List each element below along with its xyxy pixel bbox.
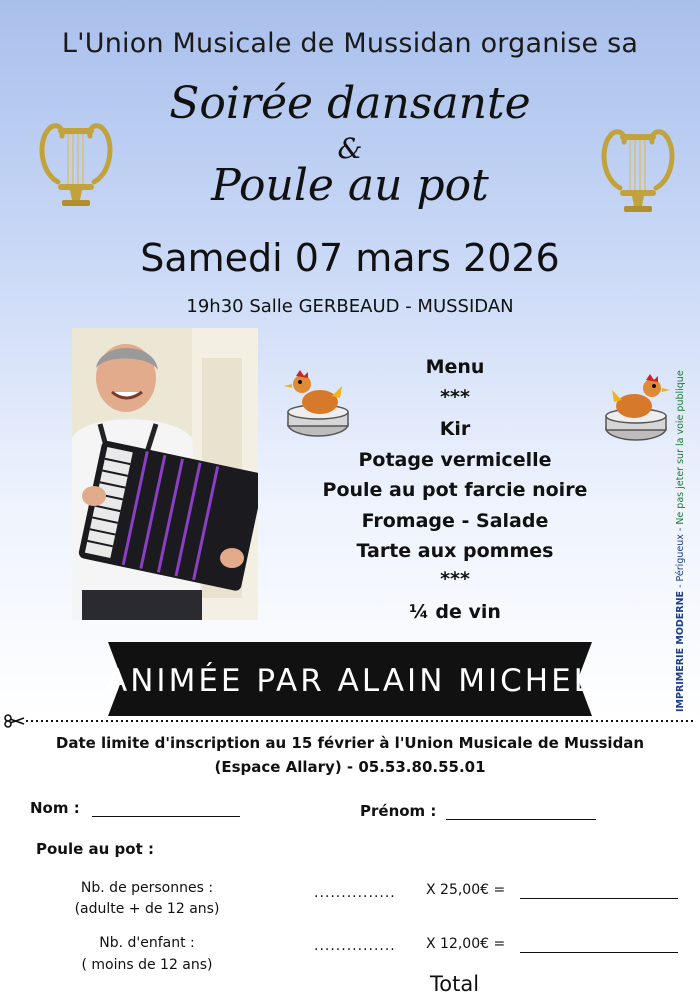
accordionist-photo — [72, 328, 258, 620]
hen-in-pot-icon — [598, 372, 674, 442]
adults-quantity-field[interactable]: ............... — [314, 885, 396, 901]
adults-price: X 25,00€ = — [426, 882, 506, 898]
nom-label: Nom : — [30, 799, 80, 817]
menu-item-soup: Potage vermicelle — [358, 449, 552, 471]
menu-item-kir: Kir — [439, 418, 471, 440]
children-total-field[interactable] — [520, 952, 678, 953]
menu-item-wine: ¼ de vin — [409, 601, 501, 623]
menu-title: Menu — [425, 356, 485, 378]
prenom-field[interactable] — [446, 819, 596, 820]
adults-total-field[interactable] — [520, 898, 678, 899]
scissors-icon — [5, 715, 24, 727]
lyre-icon — [598, 118, 678, 218]
children-sublabel: ( moins de 12 ans) — [81, 957, 213, 973]
event-title-ampersand: & — [337, 132, 363, 165]
prenom-label: Prénom : — [360, 802, 437, 820]
children-price: X 12,00€ = — [426, 936, 506, 952]
nom-field[interactable] — [92, 816, 240, 817]
menu-separator: *** — [440, 386, 470, 408]
host-banner — [90, 642, 610, 716]
adults-sublabel: (adulte + de 12 ans) — [74, 901, 220, 917]
menu-item-cheese: Fromage - Salade — [361, 510, 549, 532]
lyre-icon — [36, 112, 116, 212]
menu-separator: *** — [440, 568, 470, 590]
registration-deadline: Date limite d'inscription au 15 février à l'Union Musicale de Mussidan — [55, 734, 645, 752]
menu-item-dessert: Tarte aux pommes — [356, 540, 554, 562]
event-venue: 19h30 Salle GERBEAUD - MUSSIDAN — [186, 296, 514, 317]
children-label: Nb. d'enfant : — [99, 935, 195, 951]
section-label: Poule au pot : — [36, 840, 154, 858]
total-label: Total — [430, 972, 480, 996]
printer-credit — [668, 314, 690, 714]
host-banner-text: ANIMÉE PAR ALAIN MICHEL — [106, 663, 594, 699]
event-title-line1: Soirée dansante — [169, 78, 531, 129]
children-quantity-field[interactable]: ............... — [314, 938, 396, 954]
event-title-line2: Poule au pot — [211, 160, 489, 211]
adults-label: Nb. de personnes : — [80, 880, 214, 896]
organizer-line: L'Union Musicale de Mussidan organise sa — [61, 28, 639, 59]
cut-line — [0, 714, 700, 728]
menu-item-main: Poule au pot farcie noire — [322, 479, 588, 501]
registration-contact: (Espace Allary) - 05.53.80.55.01 — [214, 758, 486, 776]
event-date: Samedi 07 mars 2026 — [140, 236, 560, 280]
svg-text:IMPRIMERIE MODERNE - Péri: IMPRIMERIE MODERNE - Périgueux - Ne pas jeter sur la voie publique — [675, 370, 686, 712]
